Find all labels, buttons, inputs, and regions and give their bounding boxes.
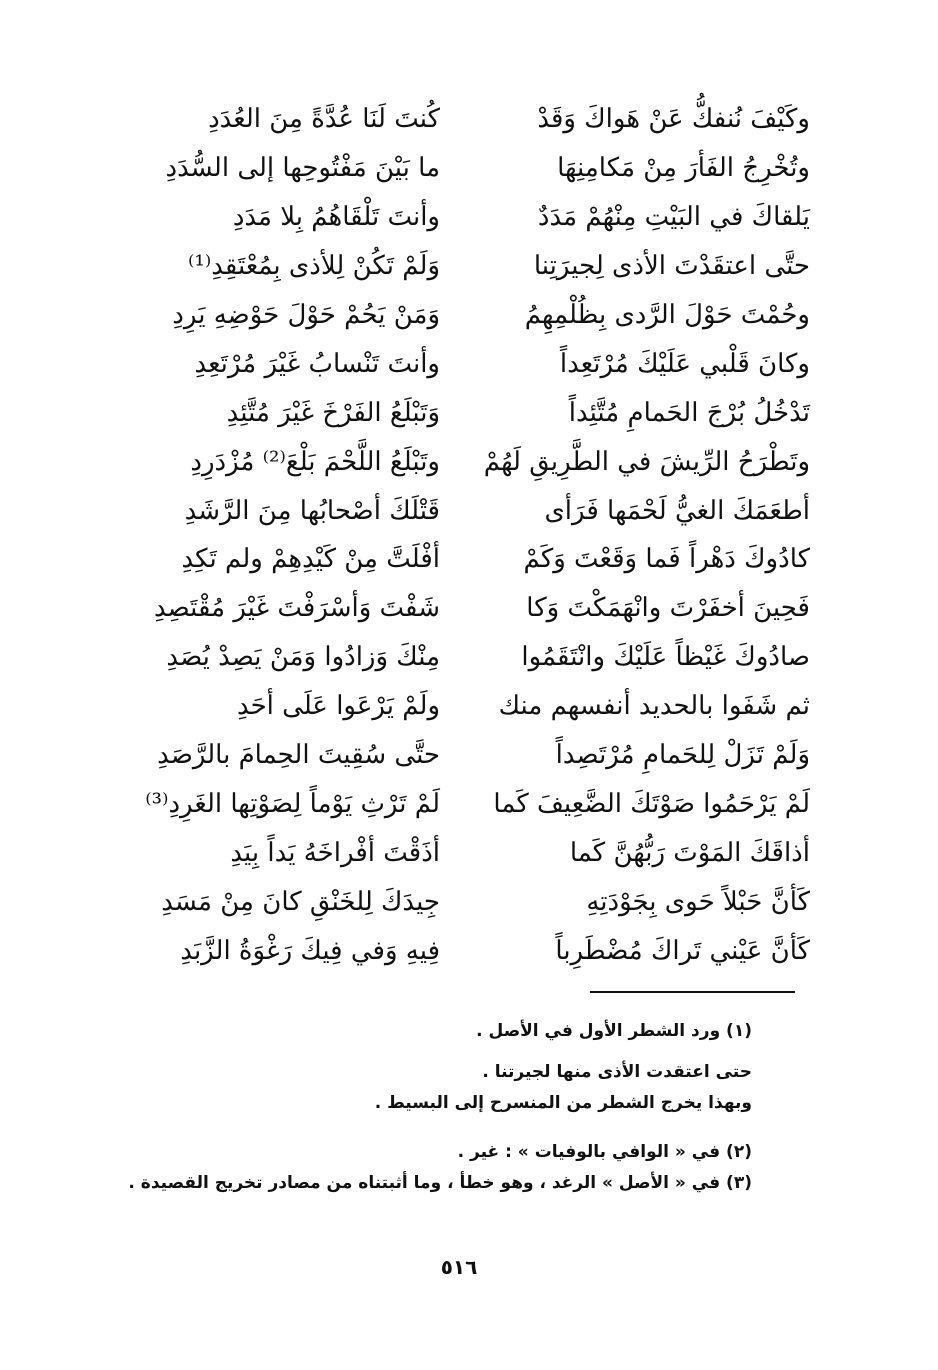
verse — [120, 926, 810, 975]
verse — [120, 779, 810, 828]
verse-second-hemistich: لَمْ تَرْثِ يَوْماً لِصَوْتِها الغَرِدِ⁽³⁾ — [145, 788, 440, 819]
verse — [120, 291, 810, 340]
verse — [120, 144, 810, 193]
verse — [120, 535, 810, 584]
verse — [120, 828, 810, 877]
verse — [120, 633, 810, 682]
footnotes — [128, 1016, 752, 1199]
verse-first-hemistich: وتَطْرَحُ الرِّيشَ في الطَّرِيقِ لَهُمْ — [483, 446, 810, 477]
verse-second-hemistich: وأنتَ تَلْقَاهُمُ بِلا مَدَدِ — [232, 202, 440, 233]
verse — [120, 339, 810, 388]
verse — [120, 388, 810, 437]
verse-first-hemistich: ثم شَفَوا بالحديد أنفسهم منك — [498, 691, 810, 722]
verse-first-hemistich: أذاقَكَ المَوْتَ رَبُّهُنَّ كَما — [569, 837, 810, 868]
verse-second-hemistich: أفْلَتَّ مِنْ كَيْدِهِمْ ولم تَكِدِ — [181, 544, 440, 575]
footnote-1-line-1: (١) ورد الشطر الأول في الأصل . — [476, 1021, 752, 1041]
verse-second-hemistich: ولَمْ يَرْعَوا عَلَى أحَدِ — [236, 691, 440, 722]
verse-first-hemistich: تَدْخُلُ بُرْجَ الحَمامِ مُتَّئِداً — [568, 397, 810, 428]
footnote-1-line-2: حتى اعتقدت الأذى منها لجيرتنا . — [482, 1062, 752, 1082]
page-number: ٥١٦ — [440, 1255, 478, 1279]
verse-second-hemistich: فِيهِ وَفي فِيكَ رَغْوَةُ الزَّبَدِ — [180, 935, 440, 966]
verse-second-hemistich: حتَّى سُقِيتَ الحِمامَ بالرَّصَدِ — [157, 740, 440, 771]
footnote-2: (٢) في « الوافي بالوفيات » : غير . — [457, 1142, 752, 1162]
verse-first-hemistich: كَأنَّ حَبْلاً حَوى بِجَوْدَتِهِ — [586, 886, 810, 917]
verse-second-hemistich: وَتَبْلَعُ الفَرْخَ غَيْرَ مُتَّئِدِ — [226, 397, 440, 428]
verse-first-hemistich: وكَيْفَ نُنفكُّ عَنْ هَواكَ وَقَدْ — [537, 104, 810, 135]
verse-first-hemistich: كَأنَّ عَيْني تَراكَ مُضْطَرِباً — [555, 935, 810, 966]
verse-first-hemistich: فَحِينَ أخفَرْتَ وانْهَمَكْتَ وَكا — [526, 593, 810, 624]
verse — [120, 242, 810, 291]
verse-second-hemistich: وتَبْلَعُ اللَّحْمَ بَلْعَ⁽²⁾ مُزْدَرِدِ — [190, 446, 440, 477]
verse-first-hemistich: وكانَ قَلْبي عَلَيْكَ مُرْتَعِداً — [559, 348, 810, 379]
verse — [120, 731, 810, 780]
verse-second-hemistich: جِيدَكَ لِلخَنْقِ كانَ مِنْ مَسَدِ — [161, 886, 440, 917]
verse — [120, 437, 810, 486]
verse-second-hemistich: كُنتَ لَنَا عُدَّةً مِنَ العُدَدِ — [208, 104, 440, 135]
verse-first-hemistich: لَمْ يَرْحَمُوا صَوْتَكَ الضَّعِيفَ كَما — [493, 788, 810, 819]
footnote-3: (٣) في « الأصل » الرغد ، وهو خطأ ، وما أثبتناه من مصادر تخريج القصيدة . — [128, 1173, 752, 1193]
verse — [120, 95, 810, 144]
verse-first-hemistich: صادُوكَ غَيْظاً عَلَيْكَ وانْتَقَمُوا — [521, 642, 810, 673]
verse — [120, 682, 810, 731]
verse-first-hemistich: أطعَمَكَ الغيُّ لَحْمَها فَرَأى — [544, 495, 810, 526]
verse-first-hemistich: وتُخْرِجُ الفَأرَ مِنْ مَكامِنِهَا — [557, 153, 810, 184]
verse — [120, 486, 810, 535]
verse-first-hemistich: حتَّى اعتقَدْتَ الأذى لِجيرَتِنا — [533, 251, 810, 282]
verse-first-hemistich: وَلَمْ تَزَلْ لِلحَمامِ مُرْتَصِداً — [555, 740, 810, 771]
verse-first-hemistich: كادُوكَ دَهْراً فَما وَقَعْتَ وَكَمْ — [523, 544, 810, 575]
verse-second-hemistich: وَمَنْ يَحُمْ حَوْلَ حَوْضِهِ يَرِدِ — [172, 300, 440, 330]
verse-second-hemistich: وَلَمْ تَكُنْ لِلأذى بِمُعْتَقِدِ⁽¹⁾ — [188, 251, 440, 282]
verse-second-hemistich: قَتْلَكَ أصْحابُها مِنَ الرَّشَدِ — [184, 495, 440, 526]
verse-first-hemistich: يَلقاكَ في البَيْتِ مِنْهُمْ مَدَدٌ — [537, 202, 810, 233]
verse — [120, 584, 810, 633]
verse-second-hemistich: مِنْكَ وَزادُوا وَمَنْ يَصِدْ يُصَدِ — [166, 642, 440, 673]
footnote-divider — [590, 991, 795, 993]
verse-second-hemistich: وأنتَ تَنْسابُ غَيْرَ مُرْتَعِدِ — [194, 348, 440, 379]
verse-first-hemistich: وحُمْتَ حَوْلَ الرَّدى بِظُلْمِهِمُ — [524, 300, 810, 330]
verse — [120, 877, 810, 926]
verse-second-hemistich: ما بَيْنَ مَفْتُوحِها إلى السُّدَدِ — [165, 153, 440, 184]
footnote-1-line-3: وبهذا يخرج الشطر من المنسرح إلى البسيط . — [374, 1093, 752, 1113]
verse — [120, 193, 810, 242]
poem — [120, 95, 810, 975]
verse-second-hemistich: شَفْتَ وَأسْرَفْتَ غَيْرَ مُقْتَصِدِ — [153, 593, 440, 624]
verse-second-hemistich: أذَقْتَ أفْراخَهُ يَداً بِيَدِ — [230, 837, 440, 868]
